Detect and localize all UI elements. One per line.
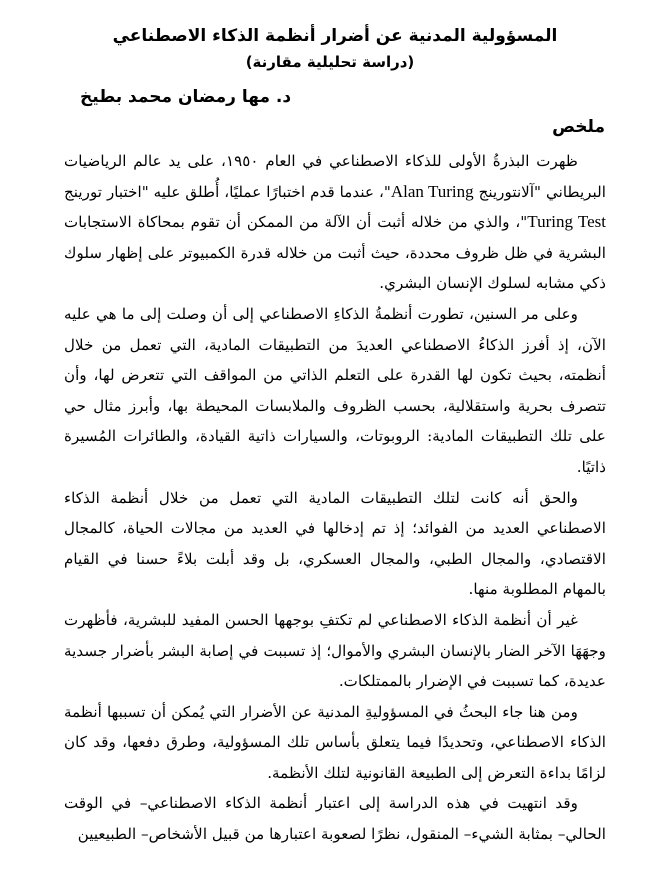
paragraph-text: "، عندما قدم اختبارًا عمليًا، أُطلق عليه "اختبار تورينج [64,182,391,201]
paragraph-text: ظهرت البذرةُ الأولى للذكاء الاصطناعي في العام ١٩٥٠، على يد عالم الرياضيات البريطاني "آلانتورينج [64,152,606,201]
abstract-paragraph: والحق أنه كانت لتلك التطبيقات المادية التي تعمل من خلال أنظمة الذكاء الاصطناعي العديد من الفوائد؛ إذ تم إدخالها في العديد من مجالات الحياة، كالمجال الاقتصادي، والمجال الطبي، والمجال العسكري، بل وقد أبلت بلاءً حسنا في القيام بالمهام المطلوبة منها. [64,488,606,599]
abstract-paragraph: وعلى مر السنين، تطورت أنظمةُ الذكاءِ الاصطناعي إلى أن وصلت إلى ما هي عليه الآن، إذ أفرز الذكاءُ الاصطناعي العديدَ من التطبيقات المادية، التي تعمل من خلال أنظمته، بحيث تكون لها القدرة على التعلم الذاتي من المواقف التي تتعرض لها، وأن تتصرف بحرية واستقلالية، بحسب الظروف والملابسات المحيطة بها، وأبرز مثال حي على تلك التطبيقات المادية: الروبوتات، والسيارات ذاتية القيادة، والطائرات المُسيرة ذاتيًا. [64,304,606,476]
document-subtitle: (دراسة تحليلية مقارنة) [245,53,415,71]
document-title: المسؤولية المدنية عن أضرار أنظمة الذكاء الاصطناعي [112,26,558,46]
abstract-paragraph: ومن هنا جاء البحثُ في المسؤوليةِ المدنية عن الأضرار التي يُمكن أن تسببها أنظمة الذكاء الاصطناعي، وتحديدًا فيما يتعلق بأساس تلك المسؤولية، وطرق دفعها، وقد كان لزامًا بداءة التعرض إلى الطبيعة القانونية لتلك الأنظمة. [64,702,606,782]
abstract-paragraph: وقد انتهيت في هذه الدراسة إلى اعتبار أنظمة الذكاء الاصطناعي– في الوقت الحالي– بمثابة الشيء– المنقول، نظرًا لصعوبة اعتبارها من قبيل الأشخاص– الطبيعيين [64,794,606,844]
author-name: د. مها رمضان محمد بطيخ [80,87,292,107]
abstract-paragraph [64,146,606,299]
abstract-paragraph: غير أن أنظمة الذكاء الاصطناعي لم تكتفِ بوجهها الحسن المفيد للبشرية، فأظهرت وجهَهَا الآخر الضار بالإنسان البشري والأموال؛ إذ تسببت في إصابة البشر بأضرار جسدية عديدة، كما تسببت في الإضرار بالممتلكات. [64,610,606,691]
paragraph-text: "، والذي من خلاله أثبت أن الآلة من الممكن أن تقوم بمحاكاة الاستجابات البشرية في ظل ظروف محددة، حيث أثبت من خلاله قدرة الكمبيوتر على إظهار سلوك ذكي مشابه لسلوك الإنسان البشري. [64,213,606,293]
abstract-body [64,146,606,850]
latin-name-text: Alan Turing [390,181,474,201]
abstract-heading: ملخص [552,117,605,137]
latin-term-text: Turing Test [527,212,606,232]
